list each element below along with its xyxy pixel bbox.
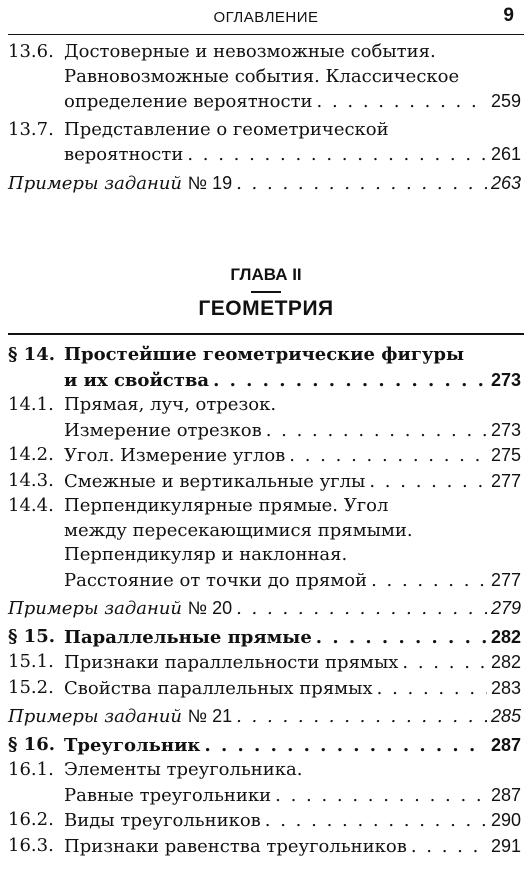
- dot-leader: [371, 569, 487, 594]
- toc-entry-14-2: [8, 443, 521, 469]
- entry-text-line: и их свойства: [64, 369, 210, 391]
- entry-text-line: Угол. Измерение углов: [64, 445, 286, 466]
- entry-number: 16.1.: [8, 759, 54, 780]
- header-page-number: 9: [503, 5, 514, 26]
- entry-text-line: Простейшие геометрические фигуры: [64, 344, 465, 365]
- toc-entry-15-1: [8, 650, 521, 676]
- toc-entry-16-2: [8, 808, 521, 834]
- entry-page: 291: [490, 835, 521, 856]
- dot-leader: [204, 734, 487, 759]
- toc-entry-13-6: [8, 40, 521, 115]
- entry-page: 282: [490, 626, 521, 647]
- entry-text-line: Перпендикулярные прямые. Угол: [64, 495, 389, 516]
- chapter-rule: [251, 291, 281, 293]
- entry-text-line: Признаки параллельности прямых: [64, 652, 399, 673]
- toc-examples-20: [8, 596, 521, 622]
- examples-label: Примеры заданий: [8, 706, 183, 727]
- entry-page: 287: [490, 784, 521, 805]
- chapter-title: ГЕОМЕТРИЯ: [198, 296, 334, 320]
- entry-page: 283: [490, 677, 521, 698]
- divider: [8, 333, 524, 335]
- dot-leader: [402, 651, 487, 676]
- dot-leader: [369, 470, 487, 495]
- entry-page: 282: [490, 652, 521, 672]
- entry-text-line: Расстояние от точки до прямой: [64, 569, 368, 591]
- dot-leader: [317, 90, 487, 115]
- toc-examples-21: [8, 704, 521, 730]
- toc-section-14: [8, 343, 521, 393]
- entry-page: 285: [490, 706, 521, 726]
- entry-number: 13.6.: [8, 41, 54, 62]
- entry-text-line: вероятности: [64, 144, 184, 165]
- toc-section-16: [8, 733, 521, 759]
- entry-page: 273: [490, 419, 521, 440]
- entry-page: 277: [490, 569, 521, 590]
- entry-text-line: Равновозможные события. Классическое: [64, 65, 460, 87]
- entry-number: 14.1.: [8, 394, 54, 415]
- entry-text-line: Перпендикуляр и наклонная.: [64, 544, 348, 565]
- entry-text-line: Прямая, луч, отрезок.: [64, 394, 277, 415]
- entry-text-line: Измерение отрезков: [64, 419, 262, 441]
- dot-leader: [236, 597, 487, 622]
- examples-number: № 19: [187, 172, 233, 193]
- dot-leader: [289, 444, 487, 469]
- dot-leader: [377, 677, 487, 702]
- entry-text-line: Достоверные и невозможные события.: [64, 41, 436, 62]
- entry-number: 15.1.: [8, 651, 54, 672]
- entry-text-line: Параллельные прямые: [64, 626, 312, 648]
- entry-number: 16.2.: [8, 809, 54, 830]
- toc-entry-13-7: [8, 118, 521, 168]
- entry-page: 273: [490, 369, 521, 390]
- toc-entry-14-3: [8, 469, 521, 495]
- chapter-heading: [0, 265, 532, 321]
- toc-entry-16-3: [8, 834, 521, 860]
- examples-number: № 21: [187, 706, 233, 726]
- entry-number: 16.3.: [8, 834, 54, 856]
- toc-examples-19: [8, 171, 521, 197]
- entry-text-line: Треугольник: [64, 734, 201, 756]
- entry-text-line: Представление о геометрической: [64, 118, 389, 140]
- entry-text-line: Смежные и вертикальные углы: [64, 470, 366, 492]
- section-number: § 15.: [8, 625, 55, 647]
- entry-text-line: Виды треугольников: [64, 810, 261, 831]
- section-number: § 14.: [8, 344, 55, 365]
- examples-label: Примеры заданий: [8, 598, 183, 619]
- entry-page: 287: [490, 734, 521, 755]
- entry-page: 279: [490, 598, 521, 618]
- dot-leader: [275, 784, 487, 809]
- toc-entry-14-1: [8, 393, 521, 443]
- entry-text-line: Элементы треугольника.: [64, 759, 303, 780]
- entry-text-line: между пересекающимися прямыми.: [64, 519, 413, 541]
- entry-page: 290: [490, 810, 521, 830]
- dot-leader: [265, 809, 487, 834]
- dot-leader: [411, 835, 487, 860]
- entry-page: 259: [490, 91, 521, 111]
- examples-label: Примеры заданий: [8, 172, 183, 194]
- running-header: [8, 0, 524, 35]
- toc-section-15: [8, 625, 521, 651]
- entry-page: 277: [490, 470, 521, 491]
- toc-upper: [8, 40, 521, 196]
- entry-page: 275: [490, 445, 521, 465]
- toc-entry-16-1: [8, 758, 521, 808]
- dot-leader: [236, 172, 487, 197]
- section-number: § 16.: [8, 733, 55, 755]
- dot-leader: [213, 369, 487, 394]
- entry-number: 14.3.: [8, 469, 54, 491]
- chapter-label: ГЛАВА II: [230, 265, 302, 284]
- entry-number: 14.4.: [8, 495, 54, 516]
- entry-number: 15.2.: [8, 676, 54, 698]
- entry-text-line: определение вероятности: [64, 91, 313, 112]
- entry-text-line: Свойства параллельных прямых: [64, 677, 373, 699]
- entry-text-line: Равные треугольники: [64, 784, 272, 806]
- dot-leader: [266, 419, 487, 444]
- entry-number: 13.7.: [8, 118, 54, 140]
- dot-leader: [236, 705, 487, 730]
- entry-page: 261: [490, 144, 521, 164]
- entry-text-line: Признаки равенства треугольников: [64, 835, 407, 857]
- dot-leader: [316, 626, 487, 651]
- toc-entry-15-2: [8, 676, 521, 702]
- dot-leader: [187, 143, 487, 168]
- header-title: ОГЛАВЛЕНИЕ: [213, 9, 319, 26]
- entry-page: 263: [490, 172, 521, 193]
- toc-lower: [8, 343, 521, 859]
- examples-number: № 20: [187, 598, 233, 618]
- entry-number: 14.2.: [8, 444, 54, 465]
- toc-entry-14-4: [8, 494, 521, 593]
